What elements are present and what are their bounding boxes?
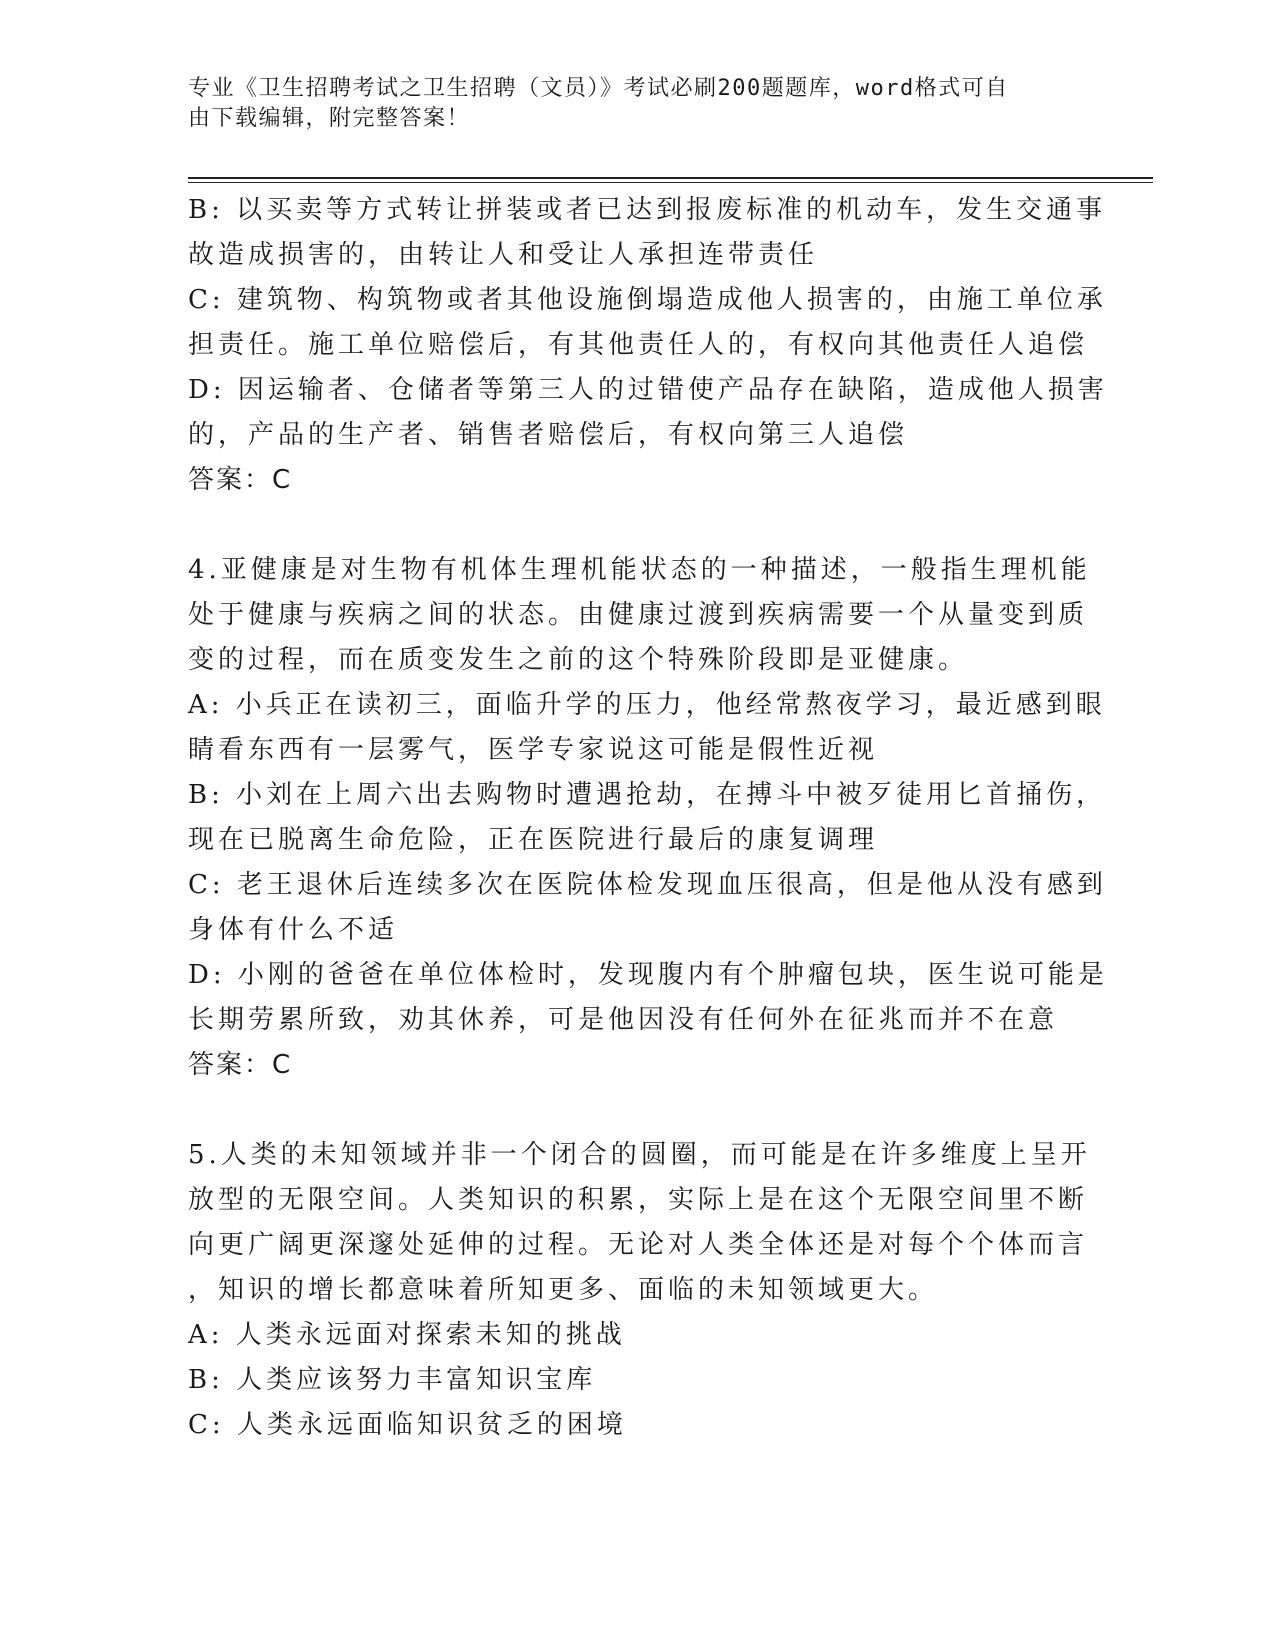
q4-stem-line-1: 4.亚健康是对生物有机体生理机能状态的一种描述，一般指生理机能 (188, 555, 1091, 585)
q4-option-b-line-1: B: 小刘在上周六出去购物时遭遇抢劫，在搏斗中被歹徒用匕首捅伤， (188, 780, 1107, 810)
q5-stem-line-3: 向更广阔更深邃处延伸的过程。无论对人类全体还是对每个个体而言 (188, 1230, 1089, 1260)
question-4 (188, 548, 1108, 1088)
q3-option-d-line-1: D: 因运输者、仓储者等第三人的过错使产品存在缺陷，造成他人损害 (188, 375, 1108, 405)
q3-option-d-line-2: 的，产品的生产者、销售者赔偿后，有权向第三人追偿 (188, 420, 909, 450)
question-3 (188, 188, 1108, 503)
q3-option-c-line-2: 担责任。施工单位赔偿后，有其他责任人的，有权向其他责任人追偿 (188, 330, 1089, 360)
q4-option-a-line-1: A: 小兵正在读初三，面临升学的压力，他经常熬夜学习，最近感到眼 (188, 690, 1106, 720)
q4-stem-line-2: 处于健康与疾病之间的状态。由健康过渡到疾病需要一个从量变到质 (188, 600, 1089, 630)
q5-option-b: B: 人类应该努力丰富知识宝库 (188, 1365, 597, 1395)
spacer (188, 503, 1088, 548)
q4-option-c-line-1: C: 老王退休后连续多次在医院体检发现血压很高，但是他从没有感到 (188, 870, 1107, 900)
q4-option-a-line-2: 睛看东西有一层雾气，医学专家说这可能是假性近视 (188, 735, 879, 765)
q5-stem-line-1: 5.人类的未知领域并非一个闭合的圆圈，而可能是在许多维度上呈开 (188, 1140, 1091, 1170)
question-content (188, 188, 1108, 1448)
q4-answer: 答案：C (188, 1050, 293, 1080)
q4-option-c-line-2: 身体有什么不适 (188, 915, 399, 945)
q5-stem-line-2: 放型的无限空间。人类知识的积累，实际上是在这个无限空间里不断 (188, 1185, 1089, 1215)
q4-option-b-line-2: 现在已脱离生命危险，正在医院进行最后的康复调理 (188, 825, 879, 855)
spacer (188, 1088, 1088, 1133)
q5-option-c: C: 人类永远面临知识贫乏的困境 (188, 1410, 627, 1440)
q4-stem-line-3: 变的过程，而在质变发生之前的这个特殊阶段即是亚健康。 (188, 645, 969, 675)
q4-option-d-line-2: 长期劳累所致，劝其休养，可是他因没有任何外在征兆而并不在意 (188, 1005, 1059, 1035)
header-title-line-2: 由下载编辑，附完整答案！ (188, 106, 471, 131)
q5-option-a: A: 人类永远面对探索未知的挑战 (188, 1320, 626, 1350)
q3-option-c-line-1: C: 建筑物、构筑物或者其他设施倒塌造成他人损害的，由施工单位承 (188, 285, 1107, 315)
q3-option-b-line-1: B: 以买卖等方式转让拼装或者已达到报废标准的机动车，发生交通事 (188, 195, 1107, 225)
q3-answer: 答案：C (188, 465, 293, 495)
q5-stem-line-4: ，知识的增长都意味着所知更多、面临的未知领域更大。 (188, 1275, 939, 1305)
q4-option-d-line-1: D: 小刚的爸爸在单位体检时，发现腹内有个肿瘤包块，医生说可能是 (188, 960, 1108, 990)
header-divider-thin (188, 182, 1153, 183)
document-header (188, 74, 1088, 134)
q3-option-b-line-2: 故造成损害的，由转让人和受让人承担连带责任 (188, 240, 819, 270)
header-title-line-1: 专业《卫生招聘考试之卫生招聘（文员）》考试必刷200题题库，word格式可自 (188, 76, 1009, 101)
header-divider-thick (188, 177, 1153, 179)
question-5 (188, 1133, 1091, 1448)
